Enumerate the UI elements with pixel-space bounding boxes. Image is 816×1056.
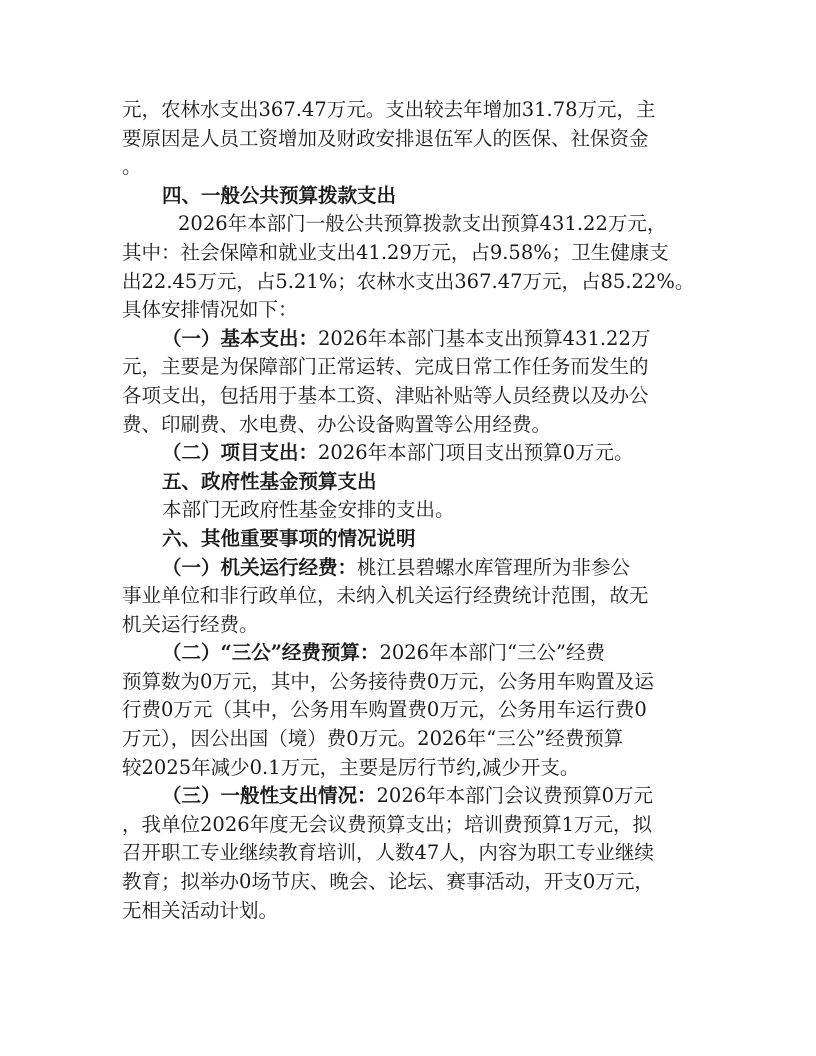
paragraph-line — [122, 125, 702, 154]
bold-text-segment: 四、一般公共预算拨款支出 — [162, 183, 397, 207]
paragraph-line — [122, 668, 702, 697]
text-segment: 2026年本部门项目支出预算0万元。 — [318, 441, 634, 465]
paragraph-line — [122, 839, 702, 868]
paragraph-line — [122, 611, 702, 640]
text-segment: 2026年本部门“三公”经费 — [379, 641, 606, 665]
paragraph-line — [122, 725, 702, 754]
section-heading — [122, 182, 702, 211]
text-segment: 2026年本部门会议费预算0万元 — [376, 784, 654, 808]
text-segment: 2026年本部门一般公共预算拨款支出预算431.22万元， — [178, 212, 667, 236]
text-segment: 教育；拟举办0场节庆、晚会、论坛、赛事活动，开支0万元， — [122, 870, 654, 894]
bold-text-segment: （二）“三公”经费预算： — [162, 641, 380, 665]
section-heading — [122, 525, 702, 554]
section-heading — [122, 468, 702, 497]
bold-text-segment: （二）项目支出： — [162, 441, 319, 465]
paragraph-line — [122, 639, 702, 668]
paragraph-line — [122, 554, 702, 583]
paragraph-line — [122, 296, 702, 325]
text-segment: ，我单位2026年度无会议费预算支出；培训费预算1万元，拟 — [122, 812, 653, 836]
paragraph-line — [122, 153, 702, 182]
text-segment: 要原因是人员工资增加及财政安排退伍军人的医保、社保资金 — [122, 126, 649, 150]
paragraph-line — [122, 754, 702, 783]
paragraph-line — [122, 811, 702, 840]
text-segment: 机关运行经费。 — [122, 612, 259, 636]
text-segment: 召开职工专业继续教育培训，人数47人，内容为职工专业继续 — [122, 841, 654, 865]
text-segment: 无相关活动计划。 — [122, 898, 279, 922]
paragraph-line — [122, 696, 702, 725]
paragraph-line — [122, 439, 702, 468]
text-segment: 出22.45万元，占5.21%；农林水支出367.47万元，占85.22%。 — [122, 269, 695, 293]
paragraph-line — [122, 382, 702, 411]
paragraph-line — [122, 868, 702, 897]
paragraph-line — [122, 582, 702, 611]
text-segment: 具体安排情况如下： — [122, 298, 298, 322]
paragraph-line — [122, 325, 702, 354]
text-segment: 费、印刷费、水电费、办公设备购置等公用经费。 — [122, 412, 552, 436]
text-segment: 万元），因公出国（境）费0万元。2026年“三公”经费预算 — [122, 727, 624, 751]
paragraph-line — [122, 268, 702, 297]
text-segment: 本部门无政府性基金安排的支出。 — [162, 498, 455, 522]
text-segment: 较2025年减少0.1万元，主要是厉行节约,减少开支。 — [122, 755, 580, 779]
paragraph-line — [122, 411, 702, 440]
bold-text-segment: 六、其他重要事项的情况说明 — [162, 526, 416, 550]
paragraph-line — [122, 897, 702, 926]
text-segment: 元，农林水支出367.47万元。支出较去年增加31.78万元，主 — [122, 98, 656, 121]
text-segment: 其中：社会保障和就业支出41.29万元，占9.58%；卫生健康支 — [122, 240, 669, 264]
text-segment: 2026年本部门基本支出预算431.22万 — [318, 326, 651, 350]
text-segment: 行费0万元（其中，公务用车购置费0万元，公务用车运行费0 — [122, 698, 647, 722]
paragraph-line — [122, 96, 702, 125]
text-segment: 元，主要是为保障部门正常运转、完成日常工作任务而发生的 — [122, 355, 649, 379]
text-segment: 预算数为0万元，其中，公务接待费0万元，公务用车购置及运 — [122, 669, 654, 693]
bold-text-segment: （一）机关运行经费： — [162, 555, 358, 579]
bold-text-segment: （三）一般性支出情况： — [162, 784, 377, 808]
bold-text-segment: 五、政府性基金预算支出 — [162, 469, 377, 493]
text-segment: 事业单位和非行政单位，未纳入机关运行经费统计范围，故无 — [122, 584, 649, 608]
paragraph-line — [122, 782, 702, 811]
paragraph-line — [122, 496, 702, 525]
paragraph-line — [122, 210, 702, 239]
document-body — [122, 96, 702, 925]
bold-text-segment: （一）基本支出： — [162, 326, 319, 350]
text-segment: 各项支出，包括用于基本工资、津贴补贴等人员经费以及办公 — [122, 383, 649, 407]
paragraph-line — [122, 353, 702, 382]
text-segment: 。 — [122, 155, 142, 179]
text-segment: 桃江县碧螺水库管理所为非参公 — [357, 555, 631, 579]
paragraph-line — [122, 239, 702, 268]
